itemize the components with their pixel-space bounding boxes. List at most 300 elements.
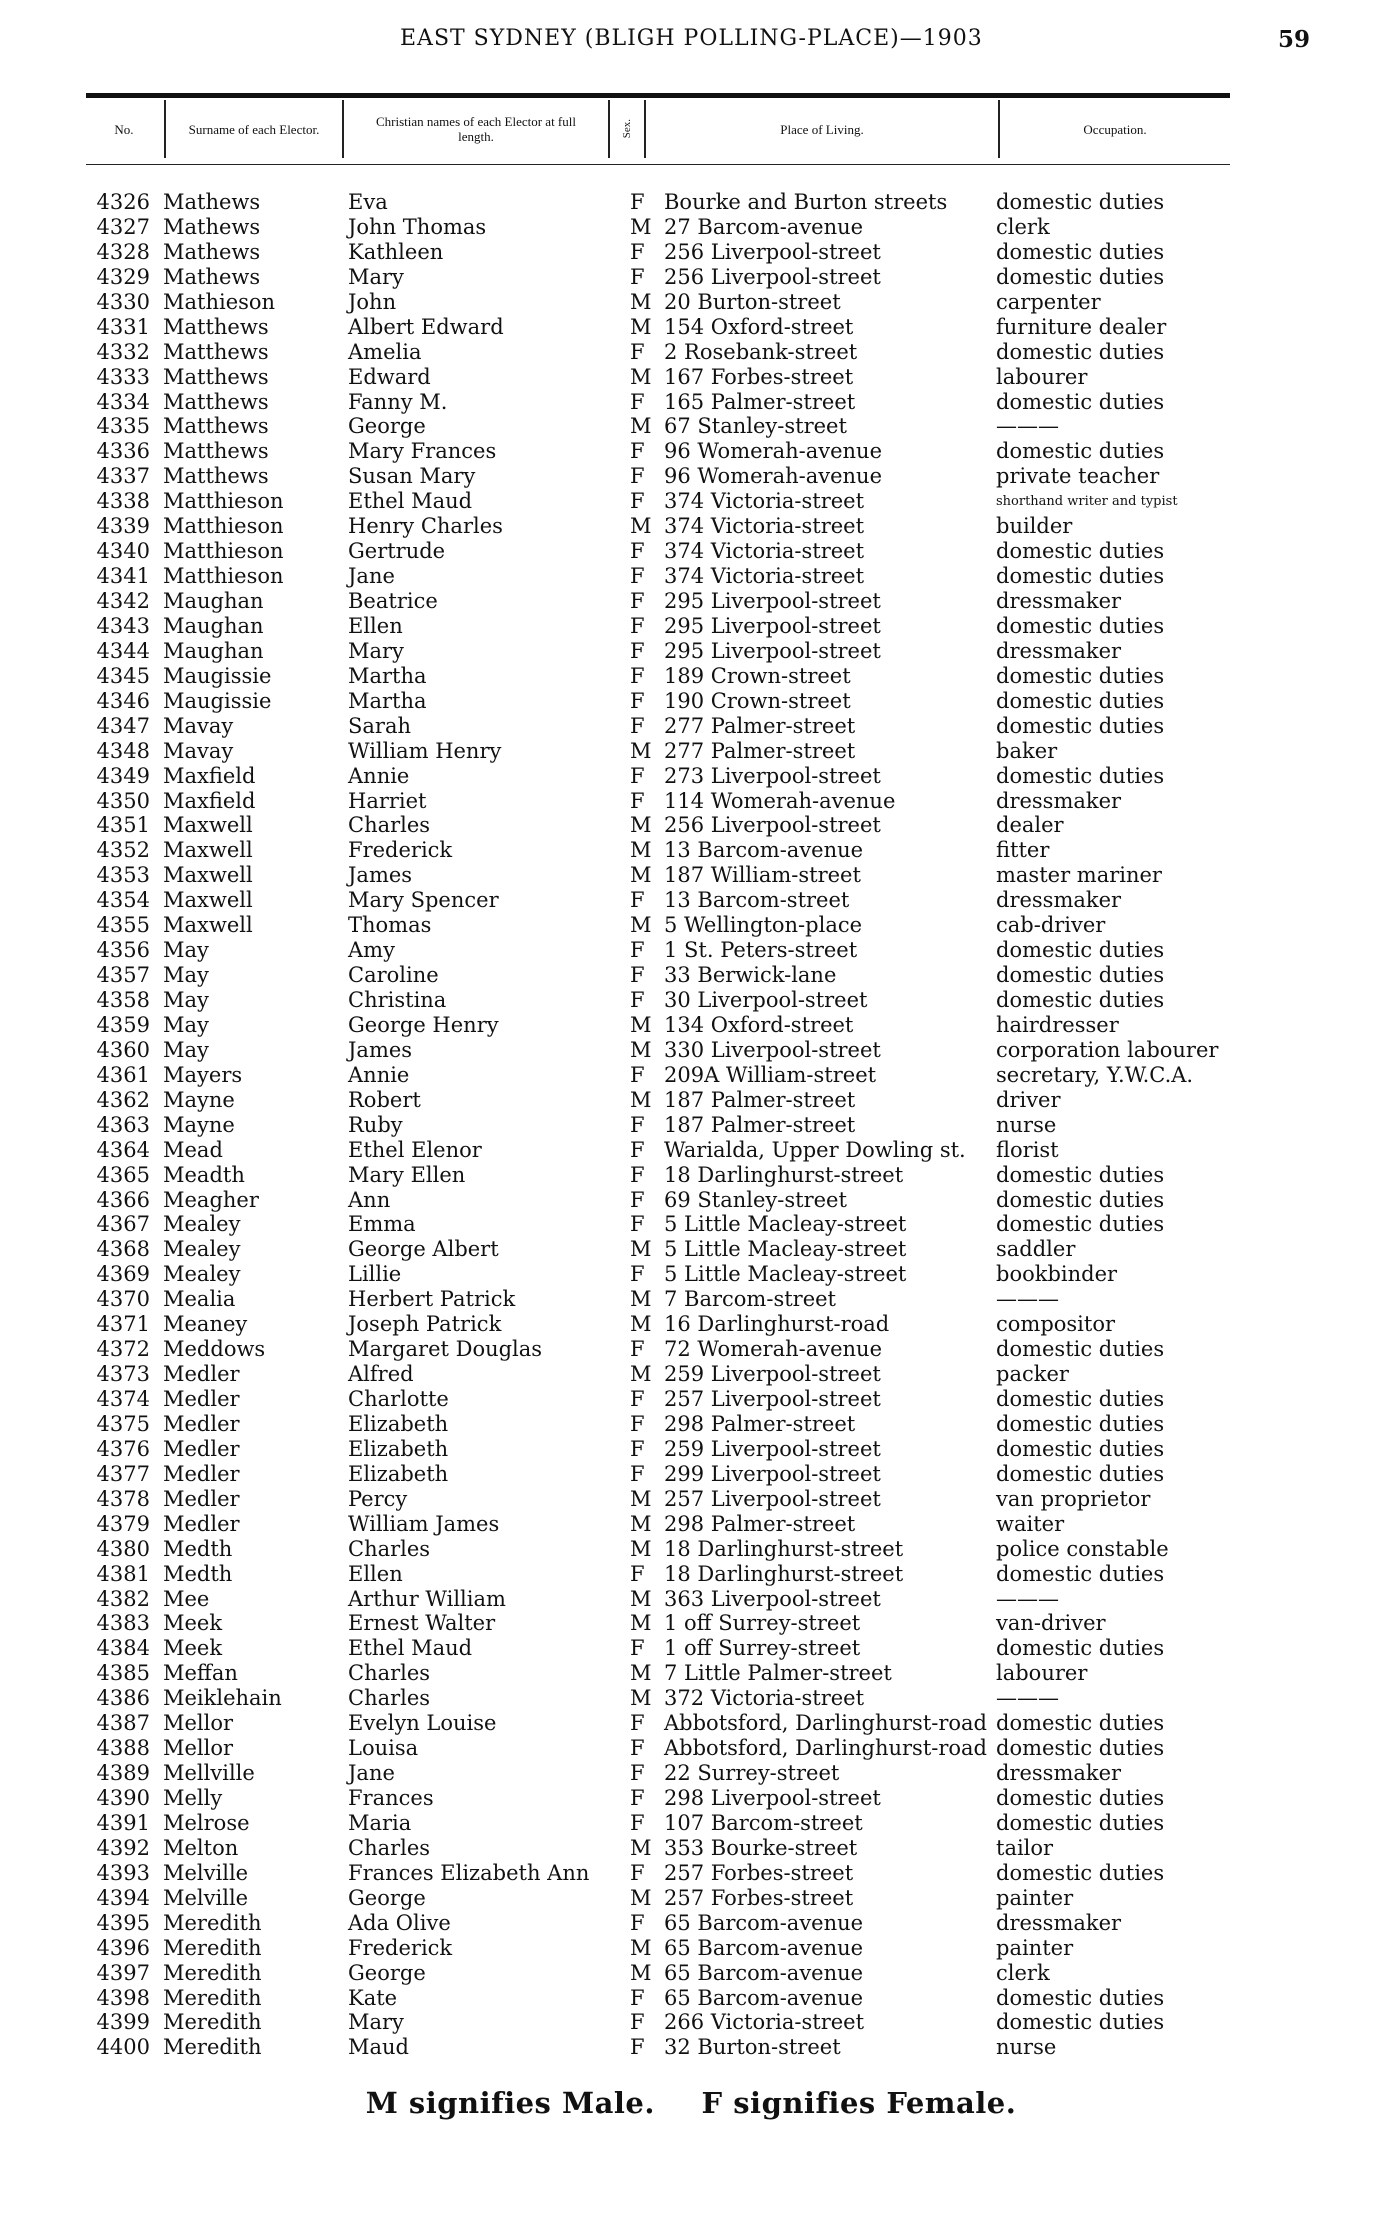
elector-occupation: domestic duties: [996, 1561, 1165, 1586]
table-row: [0, 1013, 1382, 1038]
elector-surname: Medler: [163, 1486, 240, 1511]
elector-occupation: domestic duties: [996, 1411, 1165, 1436]
page-number: 59: [1277, 26, 1310, 53]
elector-number: 4332: [96, 339, 150, 364]
elector-occupation: domestic duties: [996, 1387, 1165, 1411]
table-row: [0, 2035, 1382, 2060]
elector-christian-names: Mary: [348, 264, 404, 289]
elector-christian-names: Mary Frances: [348, 439, 497, 464]
elector-surname: Meddows: [163, 1337, 266, 1362]
table-row: [0, 1512, 1382, 1537]
elector-place-of-living: 295 Liverpool-street: [664, 589, 881, 613]
elector-number: 4368: [96, 1237, 150, 1262]
table-row: [0, 963, 1382, 988]
table-row: [0, 564, 1382, 589]
elector-place-of-living: Abbotsford, Darlinghurst-road: [664, 1736, 987, 1761]
elector-christian-names: James: [348, 863, 413, 888]
table-row: [0, 240, 1382, 265]
table-row: [0, 1661, 1382, 1686]
elector-christian-names: Eva: [348, 190, 388, 214]
elector-occupation: domestic duties: [996, 1810, 1165, 1835]
table-row: [0, 1312, 1382, 1337]
elector-surname: Maxwell: [163, 888, 253, 913]
elector-number: 4389: [96, 1761, 150, 1786]
elector-number: 4371: [96, 1312, 150, 1337]
elector-christian-names: Ethel Elenor: [348, 1137, 482, 1162]
elector-number: 4364: [96, 1137, 150, 1162]
elector-surname: Melville: [163, 1860, 249, 1885]
table-row: [0, 614, 1382, 639]
elector-sex: F: [630, 2010, 645, 2035]
elector-sex: F: [630, 1262, 645, 1287]
table-row: [0, 539, 1382, 564]
elector-sex: M: [630, 1511, 652, 1536]
elector-sex: M: [630, 1012, 652, 1037]
elector-sex: M: [630, 813, 652, 838]
elector-christian-names: Maria: [348, 1810, 412, 1835]
elector-place-of-living: 107 Barcom-street: [664, 1810, 863, 1835]
elector-sex: F: [630, 763, 645, 788]
elector-sex: F: [630, 988, 645, 1012]
elector-surname: Melville: [163, 1885, 249, 1910]
elector-surname: Matthews: [163, 464, 269, 489]
elector-place-of-living: 2 Rosebank-street: [664, 339, 858, 364]
female-note: F signifies Female.: [701, 2086, 1017, 2120]
male-note: M signifies Male.: [365, 2086, 655, 2120]
elector-sex: F: [630, 1561, 645, 1586]
elector-christian-names: Charles: [348, 813, 431, 838]
elector-place-of-living: Abbotsford, Darlinghurst-road: [664, 1711, 987, 1736]
elector-sex: M: [630, 1686, 652, 1711]
elector-place-of-living: 5 Wellington-place: [664, 913, 863, 938]
elector-place-of-living: 67 Stanley-street: [664, 414, 847, 439]
elector-surname: Matthews: [163, 364, 269, 389]
elector-number: 4347: [96, 713, 150, 738]
elector-occupation: domestic duties: [996, 938, 1165, 963]
table-row: [0, 1063, 1382, 1088]
elector-number: 4351: [96, 813, 150, 838]
elector-occupation: secretary, Y.W.C.A.: [996, 1062, 1194, 1087]
table-row: [0, 190, 1382, 215]
elector-number: 4377: [96, 1461, 150, 1486]
elector-place-of-living: 190 Crown-street: [664, 688, 851, 713]
table-row: [0, 714, 1382, 739]
elector-place-of-living: 18 Darlinghurst-street: [664, 1536, 904, 1561]
elector-christian-names: Charles: [348, 1661, 431, 1686]
elector-place-of-living: 32 Burton-street: [664, 2035, 841, 2060]
elector-occupation: clerk: [996, 1960, 1050, 1985]
elector-occupation: shorthand writer and typist: [996, 494, 1178, 510]
elector-sex: M: [630, 514, 652, 539]
elector-occupation: domestic duties: [996, 1461, 1165, 1486]
elector-place-of-living: 1 off Surrey-street: [664, 1636, 861, 1661]
elector-surname: Mayne: [163, 1087, 235, 1112]
elector-christian-names: Louisa: [348, 1736, 419, 1761]
elector-place-of-living: 13 Barcom-avenue: [664, 838, 864, 863]
table-row: [0, 1611, 1382, 1636]
elector-number: 4355: [96, 913, 150, 938]
elector-place-of-living: 154 Oxford-street: [664, 314, 854, 339]
elector-number: 4363: [96, 1112, 150, 1137]
elector-sex: F: [630, 339, 645, 364]
elector-christian-names: Elizabeth: [348, 1461, 449, 1486]
elector-number: 4335: [96, 414, 150, 439]
elector-christian-names: Christina: [348, 988, 447, 1012]
elector-sex: F: [630, 1786, 645, 1810]
elector-christian-names: Lillie: [348, 1262, 402, 1287]
sex-header-label: Sex.: [620, 119, 633, 139]
table-row: [0, 1711, 1382, 1736]
elector-sex: M: [630, 414, 652, 439]
elector-christian-names: George: [348, 1885, 426, 1910]
elector-occupation: waiter: [996, 1511, 1065, 1536]
elector-surname: Meek: [163, 1611, 223, 1636]
elector-place-of-living: 65 Barcom-avenue: [664, 1935, 864, 1960]
elector-sex: F: [630, 539, 645, 564]
elector-surname: May: [163, 1037, 209, 1062]
elector-sex: M: [630, 863, 652, 888]
elector-number: 4345: [96, 663, 150, 688]
elector-occupation: domestic duties: [996, 1436, 1165, 1461]
elector-number: 4326: [96, 190, 150, 214]
elector-place-of-living: 187 Palmer-street: [664, 1087, 856, 1112]
elector-occupation: bookbinder: [996, 1262, 1118, 1287]
elector-number: 4344: [96, 638, 150, 663]
elector-place-of-living: 1 St. Peters-street: [664, 938, 858, 963]
elector-christian-names: Herbert Patrick: [348, 1287, 516, 1312]
elector-place-of-living: 96 Womerah-avenue: [664, 464, 883, 489]
elector-christian-names: Frances: [348, 1786, 434, 1810]
elector-surname: Maxfield: [163, 788, 256, 813]
elector-surname: Meredith: [163, 1910, 262, 1935]
elector-number: 4386: [96, 1686, 150, 1711]
elector-occupation: florist: [996, 1137, 1059, 1162]
elector-sex: M: [630, 1935, 652, 1960]
elector-christian-names: Ethel Maud: [348, 1636, 473, 1661]
elector-place-of-living: 69 Stanley-street: [664, 1187, 847, 1212]
table-row: [0, 1212, 1382, 1237]
elector-occupation: domestic duties: [996, 564, 1165, 589]
elector-place-of-living: Bourke and Burton streets: [664, 190, 948, 214]
table-row: [0, 1562, 1382, 1587]
elector-number: 4328: [96, 239, 150, 264]
elector-occupation: van proprietor: [996, 1486, 1151, 1511]
elector-place-of-living: 277 Palmer-street: [664, 713, 856, 738]
table-row: [0, 739, 1382, 764]
elector-sex: F: [630, 1162, 645, 1187]
elector-sex: F: [630, 564, 645, 589]
elector-surname: Maughan: [163, 613, 264, 638]
table-row: [0, 1537, 1382, 1562]
elector-place-of-living: 20 Burton-street: [664, 289, 841, 314]
elector-sex: M: [630, 738, 652, 763]
elector-surname: Maxwell: [163, 863, 253, 888]
table-row: [0, 913, 1382, 938]
elector-surname: Matthews: [163, 439, 269, 464]
elector-surname: Mead: [163, 1137, 223, 1162]
table-row: [0, 1138, 1382, 1163]
table-row: [0, 439, 1382, 464]
column-header-no: No.: [114, 121, 134, 137]
elector-number: 4383: [96, 1611, 150, 1636]
elector-christian-names: Maud: [348, 2035, 409, 2060]
elector-christian-names: George Henry: [348, 1012, 499, 1037]
elector-number: 4359: [96, 1012, 150, 1037]
table-row: [0, 764, 1382, 789]
elector-surname: Medler: [163, 1461, 240, 1486]
elector-sex: F: [630, 1636, 645, 1661]
elector-surname: Matthieson: [163, 539, 284, 564]
table-row: [0, 1786, 1382, 1811]
elector-christian-names: John Thomas: [348, 214, 487, 239]
elector-surname: Mealey: [163, 1212, 241, 1237]
elector-place-of-living: 298 Palmer-street: [664, 1511, 856, 1536]
table-row: [0, 1188, 1382, 1213]
elector-occupation: baker: [996, 738, 1058, 763]
elector-sex: F: [630, 1411, 645, 1436]
elector-surname: Medler: [163, 1362, 240, 1387]
electoral-roll: [0, 190, 1382, 2060]
elector-christian-names: Beatrice: [348, 589, 438, 613]
table-row: [0, 664, 1382, 689]
table-row: [0, 1487, 1382, 1512]
elector-christian-names: Caroline: [348, 963, 439, 988]
elector-occupation: domestic duties: [996, 963, 1165, 988]
table-row: [0, 589, 1382, 614]
elector-christian-names: Fanny M.: [348, 389, 448, 414]
elector-sex: F: [630, 663, 645, 688]
elector-place-of-living: 256 Liverpool-street: [664, 813, 881, 838]
elector-number: 4391: [96, 1810, 150, 1835]
table-row: [0, 1986, 1382, 2011]
elector-christian-names: Frederick: [348, 1935, 453, 1960]
elector-christian-names: Margaret Douglas: [348, 1337, 543, 1362]
table-row: [0, 464, 1382, 489]
elector-number: 4365: [96, 1162, 150, 1187]
table-row: [0, 1761, 1382, 1786]
elector-christian-names: Martha: [348, 688, 427, 713]
table-row: [0, 265, 1382, 290]
elector-sex: M: [630, 364, 652, 389]
elector-christian-names: Arthur William: [348, 1586, 506, 1611]
elector-place-of-living: 7 Barcom-street: [664, 1287, 836, 1312]
elector-number: 4342: [96, 589, 150, 613]
elector-occupation: dealer: [996, 813, 1064, 838]
elector-occupation: domestic duties: [996, 1711, 1165, 1736]
table-row: [0, 1587, 1382, 1612]
elector-occupation: fitter: [996, 838, 1050, 863]
elector-sex: M: [630, 1312, 652, 1337]
elector-place-of-living: 330 Liverpool-street: [664, 1037, 881, 1062]
elector-christian-names: Amy: [348, 938, 395, 963]
elector-sex: M: [630, 314, 652, 339]
elector-christian-names: Henry Charles: [348, 514, 503, 539]
elector-number: 4385: [96, 1661, 150, 1686]
table-row: [0, 1163, 1382, 1188]
table-row: [0, 290, 1382, 315]
elector-number: 4400: [96, 2035, 150, 2060]
elector-sex: F: [630, 1187, 645, 1212]
elector-sex: F: [630, 1062, 645, 1087]
elector-occupation: dressmaker: [996, 1910, 1122, 1935]
elector-christian-names: Charles: [348, 1686, 431, 1711]
table-row: [0, 1237, 1382, 1262]
elector-occupation: corporation labourer: [996, 1037, 1219, 1062]
table-row: [0, 514, 1382, 539]
elector-surname: Matthieson: [163, 489, 284, 514]
elector-place-of-living: 209A William-street: [664, 1062, 877, 1087]
elector-number: 4337: [96, 464, 150, 489]
table-row: [0, 838, 1382, 863]
elector-sex: M: [630, 1362, 652, 1387]
table-row: [0, 888, 1382, 913]
elector-christian-names: Ethel Maud: [348, 489, 473, 514]
elector-surname: Maxwell: [163, 913, 253, 938]
elector-sex: F: [630, 1337, 645, 1362]
elector-place-of-living: 273 Liverpool-street: [664, 763, 881, 788]
elector-place-of-living: 187 Palmer-street: [664, 1112, 856, 1137]
elector-surname: Medler: [163, 1387, 240, 1411]
elector-surname: Mealey: [163, 1237, 241, 1262]
elector-christian-names: Annie: [348, 763, 410, 788]
elector-occupation: painter: [996, 1885, 1074, 1910]
elector-number: 4372: [96, 1337, 150, 1362]
elector-place-of-living: 298 Liverpool-street: [664, 1786, 881, 1810]
elector-surname: Meredith: [163, 2035, 262, 2060]
elector-christian-names: Alfred: [348, 1362, 414, 1387]
elector-occupation: domestic duties: [996, 190, 1165, 214]
elector-number: 4382: [96, 1586, 150, 1611]
elector-christian-names: Albert Edward: [348, 314, 504, 339]
elector-place-of-living: 7 Little Palmer-street: [664, 1661, 892, 1686]
elector-place-of-living: 16 Darlinghurst-road: [664, 1312, 890, 1337]
elector-place-of-living: 27 Barcom-avenue: [664, 214, 864, 239]
table-row: [0, 863, 1382, 888]
table-row: [0, 789, 1382, 814]
elector-occupation: domestic duties: [996, 713, 1165, 738]
elector-occupation: domestic duties: [996, 663, 1165, 688]
elector-surname: Mathews: [163, 190, 261, 214]
elector-number: 4388: [96, 1736, 150, 1761]
elector-place-of-living: 114 Womerah-avenue: [664, 788, 896, 813]
elector-place-of-living: 5 Little Macleay-street: [664, 1262, 907, 1287]
elector-sex: M: [630, 1835, 652, 1860]
elector-surname: Meaney: [163, 1312, 248, 1337]
table-row: [0, 489, 1382, 514]
elector-surname: Maxwell: [163, 813, 253, 838]
elector-number: 4370: [96, 1287, 150, 1312]
elector-sex: F: [630, 464, 645, 489]
table-row: [0, 1911, 1382, 1936]
elector-place-of-living: 5 Little Macleay-street: [664, 1212, 907, 1237]
elector-occupation: furniture dealer: [996, 314, 1167, 339]
elector-sex: F: [630, 489, 645, 514]
table-row: [0, 689, 1382, 714]
elector-occupation: domestic duties: [996, 389, 1165, 414]
elector-number: 4397: [96, 1960, 150, 1985]
elector-surname: Maugissie: [163, 663, 272, 688]
elector-number: 4331: [96, 314, 150, 339]
elector-surname: Meagher: [163, 1187, 259, 1212]
elector-sex: F: [630, 938, 645, 963]
table-row: [0, 1961, 1382, 1986]
elector-place-of-living: 256 Liverpool-street: [664, 239, 881, 264]
elector-place-of-living: 18 Darlinghurst-street: [664, 1162, 904, 1187]
table-row: [0, 1686, 1382, 1711]
elector-surname: Meffan: [163, 1661, 238, 1686]
elector-occupation: driver: [996, 1087, 1061, 1112]
elector-christian-names: Ernest Walter: [348, 1611, 496, 1636]
elector-christian-names: Mary Spencer: [348, 888, 499, 913]
table-row: [0, 2010, 1382, 2035]
elector-surname: Meredith: [163, 1935, 262, 1960]
elector-christian-names: Joseph Patrick: [348, 1312, 502, 1337]
elector-surname: Medler: [163, 1436, 240, 1461]
elector-christian-names: Ellen: [348, 613, 403, 638]
elector-sex: M: [630, 1661, 652, 1686]
elector-occupation: master mariner: [996, 863, 1162, 888]
elector-christian-names: Evelyn Louise: [348, 1711, 497, 1736]
elector-occupation: dressmaker: [996, 589, 1122, 613]
elector-sex: M: [630, 1037, 652, 1062]
elector-occupation: domestic duties: [996, 264, 1165, 289]
elector-number: 4384: [96, 1636, 150, 1661]
table-row: [0, 1362, 1382, 1387]
column-header-place: Place of Living.: [780, 121, 864, 137]
elector-sex: F: [630, 589, 645, 613]
elector-place-of-living: 65 Barcom-avenue: [664, 1960, 864, 1985]
elector-occupation: domestic duties: [996, 1985, 1165, 2010]
table-row: [0, 340, 1382, 365]
table-row: [0, 1811, 1382, 1836]
elector-occupation: domestic duties: [996, 439, 1165, 464]
elector-number: 4350: [96, 788, 150, 813]
elector-occupation: nurse: [996, 2035, 1057, 2060]
elector-sex: M: [630, 1087, 652, 1112]
elector-place-of-living: 257 Liverpool-street: [664, 1387, 881, 1411]
elector-occupation: dressmaker: [996, 888, 1122, 913]
elector-number: 4362: [96, 1087, 150, 1112]
elector-occupation: clerk: [996, 214, 1050, 239]
elector-place-of-living: 372 Victoria-street: [664, 1686, 865, 1711]
elector-surname: Mathews: [163, 264, 261, 289]
elector-place-of-living: 363 Liverpool-street: [664, 1586, 881, 1611]
elector-sex: F: [630, 888, 645, 913]
table-row: [0, 1287, 1382, 1312]
table-row: [0, 1437, 1382, 1462]
elector-christian-names: Ann: [348, 1187, 391, 1212]
elector-christian-names: Amelia: [348, 339, 422, 364]
elector-number: 4392: [96, 1835, 150, 1860]
elector-surname: Meredith: [163, 1960, 262, 1985]
elector-christian-names: Jane: [348, 1761, 395, 1786]
elector-occupation: labourer: [996, 1661, 1088, 1686]
elector-sex: F: [630, 1761, 645, 1786]
elector-surname: Mellville: [163, 1761, 255, 1786]
table-row: [0, 390, 1382, 415]
elector-place-of-living: 374 Victoria-street: [664, 489, 865, 514]
elector-sex: F: [630, 1985, 645, 2010]
elector-surname: Matthews: [163, 414, 269, 439]
elector-number: 4349: [96, 763, 150, 788]
elector-occupation: cab-driver: [996, 913, 1106, 938]
table-row: [0, 1412, 1382, 1437]
elector-number: 4375: [96, 1411, 150, 1436]
elector-sex: M: [630, 289, 652, 314]
elector-number: 4394: [96, 1885, 150, 1910]
elector-occupation: domestic duties: [996, 988, 1165, 1012]
elector-christian-names: Ruby: [348, 1112, 403, 1137]
